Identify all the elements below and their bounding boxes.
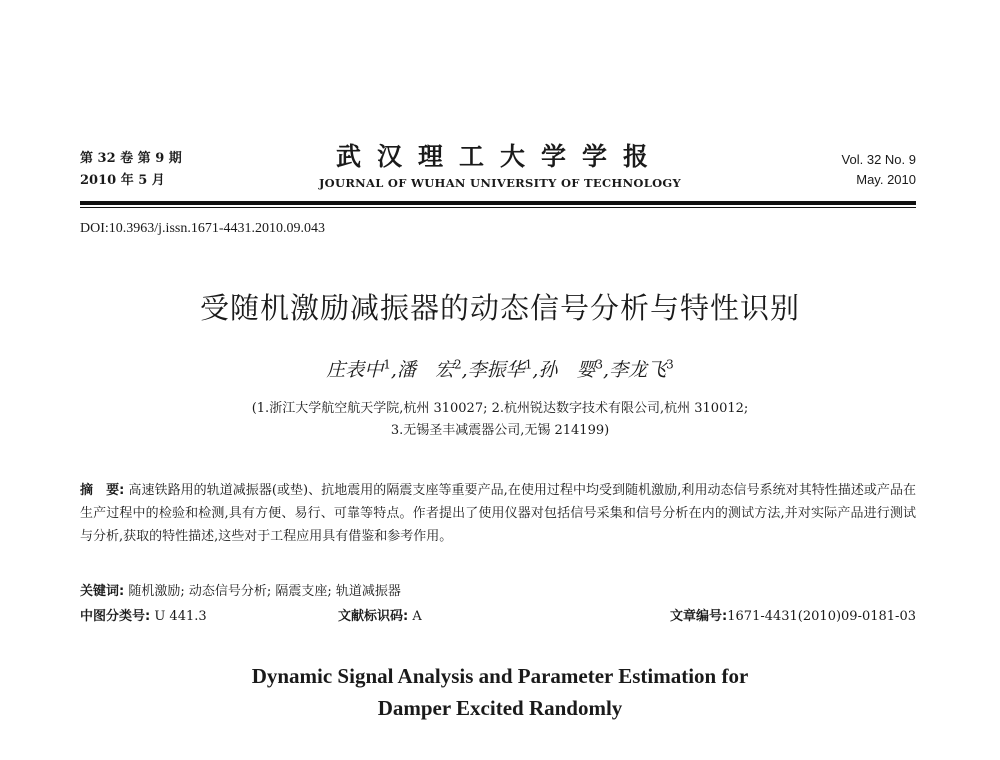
- classification-line: [80, 605, 916, 625]
- author: 孙 婴$^3$: [538, 357, 604, 381]
- abstract: [80, 479, 916, 548]
- header-volume-date-en: [842, 150, 916, 190]
- journal-title-en: JOURNAL OF WUHAN UNIVERSITY OF TECHNOLOGY: [318, 176, 682, 190]
- article-number: 文章编号:1671-4431(2010)09-0181-03: [670, 609, 916, 624]
- date-en: May. 2010: [856, 172, 916, 187]
- affiliation-line: (1.浙江大学航空航天学院,杭州 310027; 2.杭州锐达数字技术有限公司,杭州 310012;: [251, 401, 749, 416]
- affiliations: [0, 398, 1000, 442]
- paper-title-cn: 受随机激励减振器的动态信号分析与特性识别: [199, 291, 800, 325]
- volume-issue-en: Vol. 32 No. 9: [841, 152, 916, 167]
- header-rule-thick: [80, 201, 916, 205]
- volume-issue-cn: 第 32 卷 第 9 期: [80, 151, 182, 166]
- title-en-line: Dynamic Signal Analysis and Parameter Estimation for: [251, 664, 749, 688]
- journal-title-cn: 武汉理工大学学报: [335, 142, 664, 171]
- paper-title-en: [0, 660, 1000, 724]
- author: 李振华$^1$: [467, 357, 533, 381]
- abstract-text: 高速铁路用的轨道减振器(或垫)、抗地震用的隔震支座等重要产品,在使用过程中均受到随机激励,利用动态信号系统对其特性描述或产品在生产过程中的检验和检测,具有方便、易行、可靠等特点。作者提出了使用仪器对包括信号采集和信号分析在内的测试方法,并对实际产品进行测试与分析,获取的特性描述,这些对于工程应用具有借鉴和参考作用。: [80, 483, 916, 544]
- header-rule-thin: [80, 207, 916, 208]
- keywords-text: 随机激励; 动态信号分析; 隔震支座; 轨道减振器: [128, 584, 401, 599]
- doi-text: DOI:10.3963/j.issn.1671-4431.2010.09.043: [80, 221, 325, 236]
- abstract-label: 摘 要:: [80, 483, 125, 498]
- document-code: 文献标识码: A: [338, 609, 422, 624]
- keywords: [80, 580, 401, 599]
- author: 庄表中$^1$: [326, 357, 391, 381]
- date-cn: 2010 年 5 月: [80, 173, 165, 188]
- keywords-label: 关键词:: [80, 584, 125, 599]
- author: 李龙飞$^3$: [609, 357, 674, 381]
- affiliation-line: 3.无锡圣丰减震器公司,无锡 214199): [390, 423, 610, 438]
- author: 潘 宏$^2$: [396, 357, 462, 381]
- author-list: 庄表中$^1$,潘 宏$^2$,李振华$^1$,孙 婴$^3$,李龙飞$^3$: [326, 357, 674, 381]
- title-en-line: Damper Excited Randomly: [377, 696, 623, 720]
- clc-number: 中图分类号: U 441.3: [80, 609, 207, 624]
